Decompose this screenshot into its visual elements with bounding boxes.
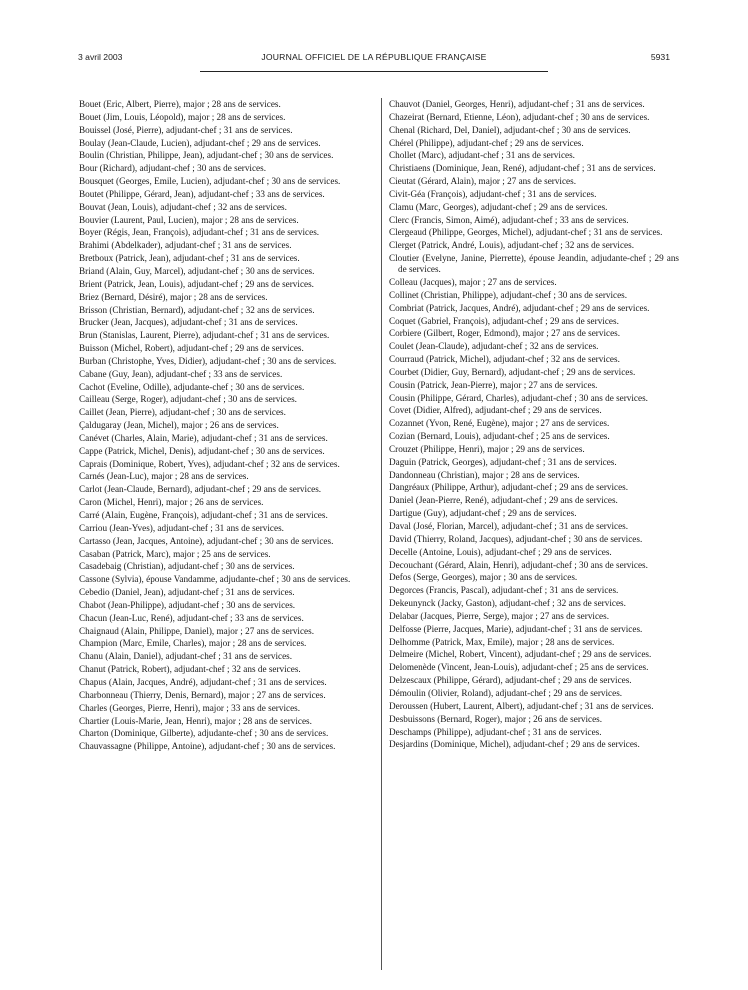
list-item: Cloutier (Evelyne, Janine, Pierrette), épouse Jeandin, adjudante-chef ; 29 ans de services. <box>389 253 679 275</box>
list-item: Chenal (Richard, Del, Daniel), adjudant-chef ; 30 ans de services. <box>389 124 631 135</box>
list-item: Daguin (Patrick, Georges), adjudant-chef ; 31 ans de services. <box>389 456 617 467</box>
list-item: Buisson (Michel, Robert), adjudant-chef ; 29 ans de services. <box>79 343 304 354</box>
list-item: Delhomme (Patrick, Max, Emile), major ; 28 ans de services. <box>389 636 615 647</box>
list-item: Cousin (Patrick, Jean-Pierre), major ; 27 ans de services. <box>389 379 598 390</box>
list-item: Decouchant (Gérard, Alain, Henri), adjudant-chef ; 30 ans de services. <box>389 559 648 570</box>
list-item: Démoulin (Olivier, Roland), adjudant-chef ; 29 ans de services. <box>389 687 623 698</box>
list-item: Carlot (Jean-Claude, Bernard), adjudant-chef ; 29 ans de services. <box>79 484 322 495</box>
list-item: Bour (Richard), adjudant-chef ; 30 ans de services. <box>79 163 267 174</box>
list-item: Çaldugaray (Jean, Michel), major ; 26 ans de services. <box>79 420 279 431</box>
list-item: Casaban (Patrick, Marc), major ; 25 ans de services. <box>79 548 271 559</box>
list-item: Collinet (Christian, Philippe), adjudant-chef ; 30 ans de services. <box>389 289 628 300</box>
list-item: Chartier (Louis-Marie, Jean, Henri), major ; 28 ans de services. <box>79 715 312 726</box>
list-item: Chacun (Jean-Luc, René), adjudant-chef ; 33 ans de services. <box>79 612 304 623</box>
page-header <box>78 52 670 66</box>
list-item: Deroussen (Hubert, Laurent, Albert), adjudant-chef ; 31 ans de services. <box>389 700 654 711</box>
list-item: Canévet (Charles, Alain, Marie), adjudant-chef ; 31 ans de services. <box>79 432 328 443</box>
list-item: Burban (Christophe, Yves, Didier), adjudant-chef ; 30 ans de services. <box>79 355 337 366</box>
list-item: Cappe (Patrick, Michel, Denis), adjudant-chef ; 30 ans de services. <box>79 445 325 456</box>
list-item: Chabot (Jean-Philippe), adjudant-chef ; 30 ans de services. <box>79 599 296 610</box>
list-item: Champion (Marc, Emile, Charles), major ; 28 ans de services. <box>79 638 307 649</box>
list-item: Chanut (Patrick, Robert), adjudant-chef ; 32 ans de services. <box>79 664 301 675</box>
list-item: Delzescaux (Philippe, Gérard), adjudant-chef ; 29 ans de services. <box>389 675 632 686</box>
list-item: Boyer (Régis, Jean, François), adjudant-chef ; 31 ans de services. <box>79 227 320 238</box>
list-item: Bouvier (Laurent, Paul, Lucien), major ; 28 ans de services. <box>79 214 299 225</box>
list-item: Daval (José, Florian, Marcel), adjudant-chef ; 31 ans de services. <box>389 521 629 531</box>
list-item: Dandonneau (Christian), major ; 28 ans de services. <box>389 469 580 480</box>
list-item: Delabar (Jacques, Pierre, Serge), major ; 27 ans de services. <box>389 610 609 621</box>
list-item: Chérel (Philippe), adjudant-chef ; 29 ans de services. <box>389 137 584 148</box>
list-item: Chauvot (Daniel, Georges, Henri), adjudant-chef ; 31 ans de services. <box>389 99 645 109</box>
list-item: Clamu (Marc, Georges), adjudant-chef ; 29 ans de services. <box>389 201 608 212</box>
list-item: Coquet (Gabriel, François), adjudant-chef ; 29 ans de services. <box>389 315 619 326</box>
list-item: Cousin (Philippe, Gérard, Charles), adjudant-chef ; 30 ans de services. <box>389 392 648 403</box>
list-item: Brient (Patrick, Jean, Louis), adjudant-chef ; 29 ans de services. <box>79 278 314 289</box>
list-item: Boulay (Jean-Claude, Lucien), adjudant-chef ; 29 ans de services. <box>79 137 321 148</box>
list-item: Brucker (Jean, Jacques), adjudant-chef ; 31 ans de services. <box>79 317 298 328</box>
list-item: Bouissel (José, Pierre), adjudant-chef ; 31 ans de services. <box>79 124 293 135</box>
list-item: Coulet (Jean-Claude), adjudant-chef ; 32 ans de services. <box>389 341 599 352</box>
header-page-number: 5931 <box>650 52 670 62</box>
list-item: Charles (Georges, Pierre, Henri), major ; 33 ans de services. <box>79 702 301 713</box>
list-item: Dartigue (Guy), adjudant-chef ; 29 ans de services. <box>389 508 577 519</box>
list-item: Clerc (Francis, Simon, Aimé), adjudant-chef ; 33 ans de services. <box>389 214 629 225</box>
list-item: Christiaens (Dominique, Jean, René), adjudant-chef ; 31 ans de services. <box>389 163 656 174</box>
list-item: Casadebaig (Christian), adjudant-chef ; 30 ans de services. <box>79 561 295 572</box>
list-item: Daniel (Jean-Pierre, René), adjudant-chef ; 29 ans de services. <box>389 495 618 506</box>
list-item: Chauvassagne (Philippe, Antoine), adjudant-chef ; 30 ans de services. <box>79 741 336 752</box>
list-item: Briez (Bernard, Désiré), major ; 28 ans de services. <box>79 291 268 302</box>
list-item: Cebedio (Daniel, Jean), adjudant-chef ; 31 ans de services. <box>79 587 295 598</box>
list-item: Deschamps (Philippe), adjudant-chef ; 31 ans de services. <box>389 726 602 737</box>
list-item: Corbiere (Gilbert, Roger, Edmond), major ; 27 ans de services. <box>389 328 621 339</box>
column-divider <box>381 98 382 970</box>
list-item: Briand (Alain, Guy, Marcel), adjudant-chef ; 30 ans de services. <box>79 265 315 276</box>
list-item: Civit-Géa (François), adjudant-chef ; 31 ans de services. <box>389 188 597 199</box>
header-date: 3 avril 2003 <box>78 52 123 62</box>
list-item: Caillet (Jean, Pierre), adjudant-chef ; 30 ans de services. <box>79 407 286 418</box>
list-item: Chollet (Marc), adjudant-chef ; 31 ans de services. <box>389 150 575 161</box>
list-item: Cartasso (Jean, Jacques, Antoine), adjudant-chef ; 30 ans de services. <box>79 535 334 546</box>
list-item: Bretboux (Patrick, Jean), adjudant-chef ; 31 ans de services. <box>79 253 300 264</box>
list-item: Delomenède (Vincent, Jean-Louis), adjudant-chef ; 25 ans de services. <box>389 662 649 673</box>
list-item: Carnés (Jean-Luc), major ; 28 ans de services. <box>79 471 249 482</box>
right-column <box>389 99 679 752</box>
list-item: Desjardins (Dominique, Michel), adjudant-chef ; 29 ans de services. <box>389 739 640 750</box>
left-column <box>79 99 369 754</box>
list-item: Boutet (Philippe, Gérard, Jean), adjudant-chef ; 33 ans de services. <box>79 188 325 199</box>
list-item: Bousquet (Georges, Emile, Lucien), adjudant-chef ; 30 ans de services. <box>79 176 341 187</box>
list-item: Bouet (Jim, Louis, Léopold), major ; 28 ans de services. <box>79 111 286 122</box>
list-item: Charbonneau (Thierry, Denis, Bernard), major ; 27 ans de services. <box>79 689 326 700</box>
list-item: Defos (Serge, Georges), major ; 30 ans de services. <box>389 572 578 583</box>
list-item: Caprais (Dominique, Robert, Yves), adjudant-chef ; 32 ans de services. <box>79 458 340 469</box>
list-item: Clerget (Patrick, André, Louis), adjudant-chef ; 32 ans de services. <box>389 240 635 251</box>
list-item: Chanu (Alain, Daniel), adjudant-chef ; 31 ans de services. <box>79 651 293 662</box>
list-item: Combriat (Patrick, Jacques, André), adjudant-chef ; 29 ans de services. <box>389 302 650 313</box>
list-item: Cailleau (Serge, Roger), adjudant-chef ; 30 ans de services. <box>79 394 297 405</box>
list-item: Cozannet (Yvon, René, Eugène), major ; 27 ans de services. <box>389 418 610 429</box>
list-item: Dekeunynck (Jacky, Gaston), adjudant-chef ; 32 ans de services. <box>389 598 626 609</box>
list-item: Bouet (Eric, Albert, Pierre), major ; 28 ans de services. <box>79 99 281 109</box>
list-item: Caron (Michel, Henri), major ; 26 ans de services. <box>79 497 264 508</box>
list-item: Boulin (Christian, Philippe, Jean), adjudant-chef ; 30 ans de services. <box>79 150 334 161</box>
list-item: Colleau (Jacques), major ; 27 ans de services. <box>389 276 557 287</box>
list-item: Degorces (Francis, Pascal), adjudant-chef ; 31 ans de services. <box>389 585 619 596</box>
header-rule <box>200 71 548 72</box>
list-item: Bouvat (Jean, Louis), adjudant-chef ; 32 ans de services. <box>79 201 287 212</box>
list-item: Dangréaux (Philippe, Arthur), adjudant-chef ; 29 ans de services. <box>389 482 629 493</box>
list-item: Courbet (Didier, Guy, Bernard), adjudant-chef ; 29 ans de services. <box>389 366 636 377</box>
list-item: Cachot (Eveline, Odille), adjudante-chef ; 30 ans de services. <box>79 381 305 392</box>
list-item: Decelle (Antoine, Louis), adjudant-chef ; 29 ans de services. <box>389 546 612 557</box>
list-item: Chaignaud (Alain, Philippe, Daniel), major ; 27 ans de services. <box>79 625 314 636</box>
list-item: Crouzet (Philippe, Henri), major ; 29 ans de services. <box>389 443 585 454</box>
list-item: Clergeaud (Philippe, Georges, Michel), adjudant-chef ; 31 ans de services. <box>389 227 663 238</box>
list-item: Brahimi (Abdelkader), adjudant-chef ; 31 ans de services. <box>79 240 292 251</box>
list-item: Carriou (Jean-Yves), adjudant-chef ; 31 ans de services. <box>79 522 284 533</box>
list-item: Brisson (Christian, Bernard), adjudant-chef ; 32 ans de services. <box>79 304 315 315</box>
list-item: Cieutat (Gérard, Alain), major ; 27 ans de services. <box>389 176 577 187</box>
list-item: Cozian (Bernard, Louis), adjudant-chef ; 25 ans de services. <box>389 431 610 442</box>
list-item: Carré (Alain, Eugène, François), adjudant-chef ; 31 ans de services. <box>79 510 328 520</box>
header-title: JOURNAL OFFICIEL DE LA RÉPUBLIQUE FRANÇAISE <box>261 52 487 62</box>
list-item: Cassone (Sylvia), épouse Vandamme, adjudante-chef ; 30 ans de services. <box>79 574 351 585</box>
list-item: Charton (Dominique, Gilberte), adjudante-chef ; 30 ans de services. <box>79 728 329 739</box>
list-item: Brun (Stanislas, Laurent, Pierre), adjudant-chef ; 31 ans de services. <box>79 330 330 341</box>
list-item: Covet (Didier, Alfred), adjudant-chef ; 29 ans de services. <box>389 405 602 416</box>
list-item: David (Thierry, Roland, Jacques), adjudant-chef ; 30 ans de services. <box>389 533 643 544</box>
list-item: Delmeire (Michel, Robert, Vincent), adjudant-chef ; 29 ans de services. <box>389 649 652 660</box>
list-item: Delfosse (Pierre, Jacques, Marie), adjudant-chef ; 31 ans de services. <box>389 623 643 634</box>
list-item: Chapus (Alain, Jacques, André), adjudant-chef ; 31 ans de services. <box>79 676 327 687</box>
list-item: Courraud (Patrick, Michel), adjudant-chef ; 32 ans de services. <box>389 354 620 365</box>
list-item: Chazeirat (Bernard, Etienne, Léon), adjudant-chef ; 30 ans de services. <box>389 111 650 122</box>
list-item: Desbuissons (Bernard, Roger), major ; 26 ans de services. <box>389 713 603 724</box>
list-item: Cabane (Guy, Jean), adjudant-chef ; 33 ans de services. <box>79 368 283 379</box>
